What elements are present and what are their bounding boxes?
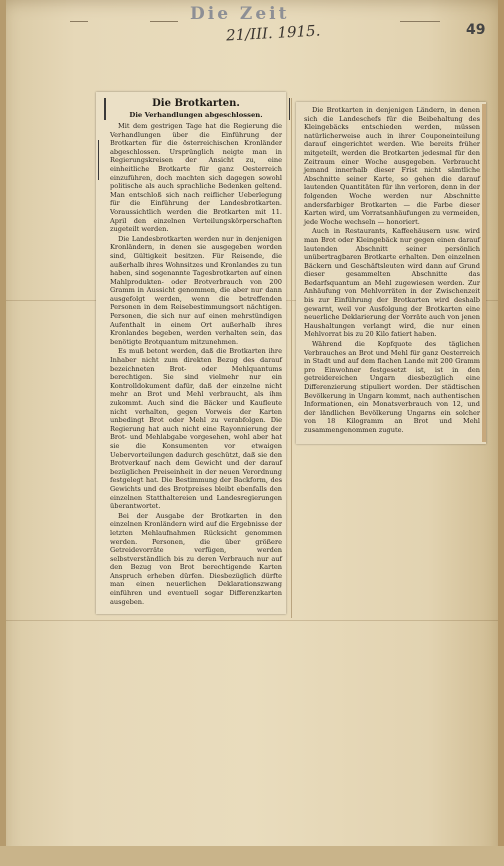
margin-tick	[70, 21, 88, 22]
paragraph: Die Brotkarten in denjenigen Ländern, in denen sich die Landeschefs für die Beibehaltung des Kleingebäcks entschieden werden, müssen natürlicherweise auch in ihrer Couponeinteilung darauf eingerichtet werden. Wie bereits früher mitgeteilt, werden die Brotkarten jedesmal für den Zeitraum einer Woche ausgegeben. Verbraucht jemand innerhalb dieser Frist nicht sämtliche Abschnitte seiner Karte, so gehen die darauf lautenden Quantitäten für ihn verloren, denn in der folgenden Woche werden nur Abschnitte andersfarbiger Brotkarten — die Farbe dieser Karten wird, um Vorratsanhäufungen zu vermeiden, jede Woche wechseln — honoriert.	[304, 106, 480, 226]
margin-tick	[400, 21, 440, 22]
fold-line	[6, 620, 498, 621]
page-number: 49	[466, 22, 486, 38]
handwritten-date: 21/III. 1915.	[225, 21, 321, 45]
paragraph: Während die Kopfquote des täglichen Verbrauches an Brot und Mehl für ganz Oesterreich in Stadt und auf dem flachen Lande mit 200 Gramm pro Einwohner festgesetzt ist, ist in den getreidereichen Ungarn diesbezüglich eine Differenzierung stipuliert worden. Der städtischen Bevölkerung in Ungarn kommt, nach authentischen Informationen, ein Monatsverbrauch von 12, und der ländlichen Bevölkerung Ungarns ein solcher von 18 Kilogramm an Brot und Mehl zusammengenommen zugute.	[304, 340, 480, 434]
paragraph: Die Landesbrotkarten werden nur in denjenigen Kronländern, in denen sie ausgegeben worden sind, Gültigkeit besitzen. Für Reisende, die außerhalb ihres Wohnsitzes und Kronlandes zu tun haben, sind sogenannte Tagesbrotkarten auf einen Mahlprodukten- oder Brotverbrauch von 200 Gramm in Aussicht genommen, die aber nur dann ausgefolgt werden, wenn die betreffenden Personen in dem Reisebestimmungsort nächtigen. Personen, die sich nur auf einen mehrstündigen Aufenthalt in einem Ort außerhalb ihres Kronlandes begeben, werden verhalten sein, das benötigte Brotquantum mitzunehmen.	[110, 234, 282, 346]
pencil-mark	[289, 98, 290, 120]
paragraph: Auch in Restaurants, Kaffeehäusern usw. wird man Brot oder Kleingebäck nur gegen einen darauf lautenden Abschnitt seiner persönlich unübertragbaren Brotkarte erhalten. Den einzelnen Bäckern und Geschäftsleuten wird dann auf Grund dieser gesammelten Abschnitte das Bedarfsquantum an Mehl zugewiesen werden. Zur Anhäufung von Mehlvorräten in der Zwischenzeit bis zur Einführung der Brotkarten wird deshalb gewarnt, weil vor Ausfolgung der Brotkarten eine neuerliche Deklarierung der Vorräte auch von jenen Haushaltungen verlangt wird, die nur einen Mehlvorrat bis zu 20 Kilo fatiert haben.	[304, 227, 480, 339]
margin-tick	[150, 21, 178, 22]
column-divider	[291, 98, 292, 618]
paragraph: Es muß betont werden, daß die Brotkarten ihre Inhaber nicht zum direkten Bezug des darauf bezeichneten Brot- oder Mehlquantums berechtigen. Sie sind vielmehr nur ein Kontrolldokument dafür, daß der einzelne nicht mehr an Brot und Mehl verbraucht, als ihm zukommt. Auch sind die Bäcker und Kaufleute nicht verhalten, gegen Vorweis der Karten unbedingt Brot oder Mehl zu verabfolgen. Die Regierung hat auch nicht eine Rayonnierung der Brot- und Mehlabgabe vorgesehen, wohl aber hat sie die Konsumenten vor etwaigen Uebervorteilungen dadurch geschützt, daß sie den Brotverkauf nach dem Gewicht und der darauf bezüglichen Preiseinheit in der neuen Verordnung festgelegt hat. Die Bestimmung der Backform, des Gewichts und des Brotpreises bleibt ebenfalls den einzelnen Statthaltereien und Landesregierungen überantwortet.	[110, 347, 282, 511]
clipping-edge-mark	[482, 104, 486, 442]
page-left-edge	[0, 0, 6, 866]
article-column-left	[110, 122, 282, 607]
pencil-mark	[104, 98, 106, 120]
article-title: Die Brotkarten.	[152, 98, 240, 109]
page-right-edge	[498, 0, 504, 866]
newspaper-masthead: Die Zeit	[190, 4, 290, 24]
paragraph: Bei der Ausgabe der Brotkarten in den einzelnen Kronländern wird auf die Ergebnisse der letzten Mehlaufnahmen Rücksicht genommen werden. Personen, die über größere Getreidevorräte verfügen, werden selbstverständlich bis zu deren Verbrauch nur auf den Bezug von Brot berechtigende Karten Anspruch erheben dürfen. Diesbezüglich dürfte man einen neuerlichen Deklarationszwang einführen und eventuell sogar Differenzkarten ausgeben.	[110, 511, 282, 606]
pencil-mark	[98, 140, 99, 180]
article-column-right	[304, 106, 480, 436]
paragraph: Mit dem gestrigen Tage hat die Regierung die Verhandlungen über die Einführung der Brotkarten für die österreichischen Kronländer abgeschlossen. Ursprünglich neigte man in Regierungskreisen der Ansicht zu, eine einheitliche Brotkarte für ganz Oesterreich einzuführen, doch machten sich dagegen sowohl politische als auch sprachliche Bedenken geltend. Man entschloß sich nach reiflicher Ueberlegung für die Einführung der Landesbrotkarten. Voraussichtlich werden die Brotkarten mit 11. April den einzelnen Verteilungskörperschaften zugeteilt werden.	[110, 122, 282, 234]
page-bottom-band	[0, 846, 504, 866]
article-subtitle: Die Verhandlungen abgeschlossen.	[129, 111, 263, 119]
